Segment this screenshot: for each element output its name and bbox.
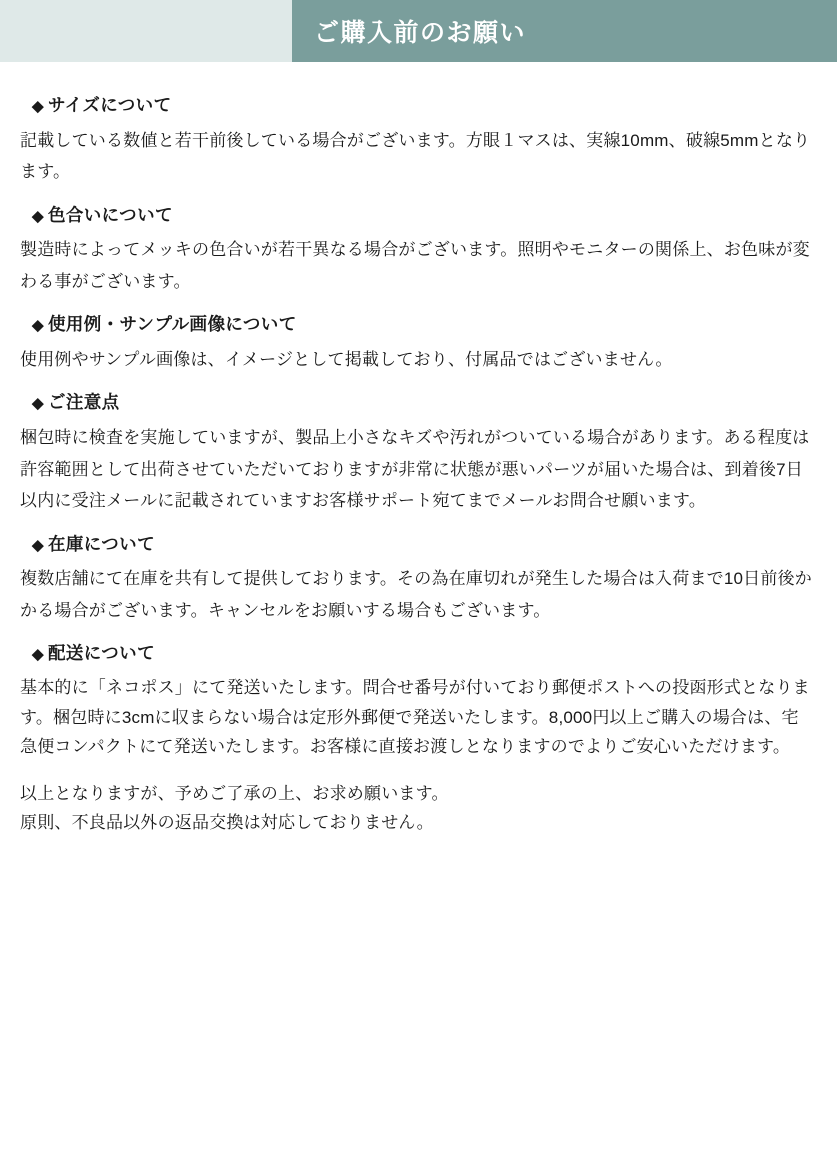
- header-accent-block: [0, 0, 292, 62]
- section-heading-label: 使用例・サンプル画像について: [47, 314, 297, 335]
- section-heading: [32, 632, 815, 673]
- diamond-icon: ◆: [32, 207, 44, 225]
- diamond-icon: ◆: [32, 98, 44, 115]
- section-heading-label: サイズについて: [47, 95, 172, 115]
- page-title: ご購入前のお願い: [314, 19, 527, 47]
- diamond-icon: ◆: [32, 395, 44, 413]
- section-heading: [32, 523, 815, 564]
- section-color: [20, 194, 815, 298]
- section-heading: [32, 84, 815, 125]
- section-heading-label: 配送について: [47, 643, 155, 664]
- section-stock: [20, 523, 815, 627]
- section-body: 複数店舗にて在庫を共有して提供しております。その為在庫切れが発生した場合は入荷まで10日前後かかる場合がございます。キャンセルをお願いする場合もございます。: [20, 569, 812, 620]
- section-body: 製造時によってメッキの色合いが若干異なる場合がございます。照明やモニターの関係上、お色味が変わる事がございます。: [20, 240, 810, 291]
- section-body: 基本的に「ネコポス」にて発送いたします。問合せ番号が付いており郵便ポストへの投函形式となります。梱包時に3cmに収まらない場合は定形外郵便で発送いたします。8,000円以上ご購入の場合は、宅急便コンパクトにて発送いたします。お客様に直接お渡しとなりますのでよりご安心いただけます。: [20, 677, 810, 757]
- section-sample-images: [20, 303, 815, 375]
- section-body: 使用例やサンプル画像は、イメージとして掲載しており、付属品ではございません。: [20, 350, 673, 369]
- section-body: 梱包時に検査を実施していますが、製品上小さなキズや汚れがついている場合があります。ある程度は許容範囲として出荷させていただいておりますが非常に状態が悪いパーツが届いた場合は、到着後7日以内に受注メールに記載されていますお客様サポート宛てまでメールお問合せ願います。: [20, 428, 810, 511]
- closing-line: 原則、不良品以外の返品交換は対応しておりません。: [20, 813, 434, 833]
- section-body: 記載している数値と若干前後している場合がございます。方眼１マスは、実線10mm、破線5mmとなります。: [20, 130, 811, 182]
- section-heading-label: ご注意点: [47, 392, 120, 413]
- diamond-icon: ◆: [32, 646, 44, 664]
- diamond-icon: ◆: [32, 317, 44, 335]
- section-heading-label: 色合いについて: [47, 204, 173, 225]
- section-shipping: [20, 632, 815, 762]
- section-size: [20, 84, 815, 188]
- diamond-icon: ◆: [32, 536, 44, 554]
- section-heading: [32, 194, 815, 235]
- page-header: [0, 0, 837, 62]
- section-cautions: [20, 381, 815, 516]
- section-heading: [32, 303, 815, 344]
- closing-line: 以上となりますが、予めご了承の上、お求め願います。: [20, 784, 449, 804]
- notice-content: [0, 62, 837, 838]
- closing-note: [20, 780, 815, 838]
- section-heading: [32, 381, 815, 422]
- section-heading-label: 在庫について: [47, 533, 155, 554]
